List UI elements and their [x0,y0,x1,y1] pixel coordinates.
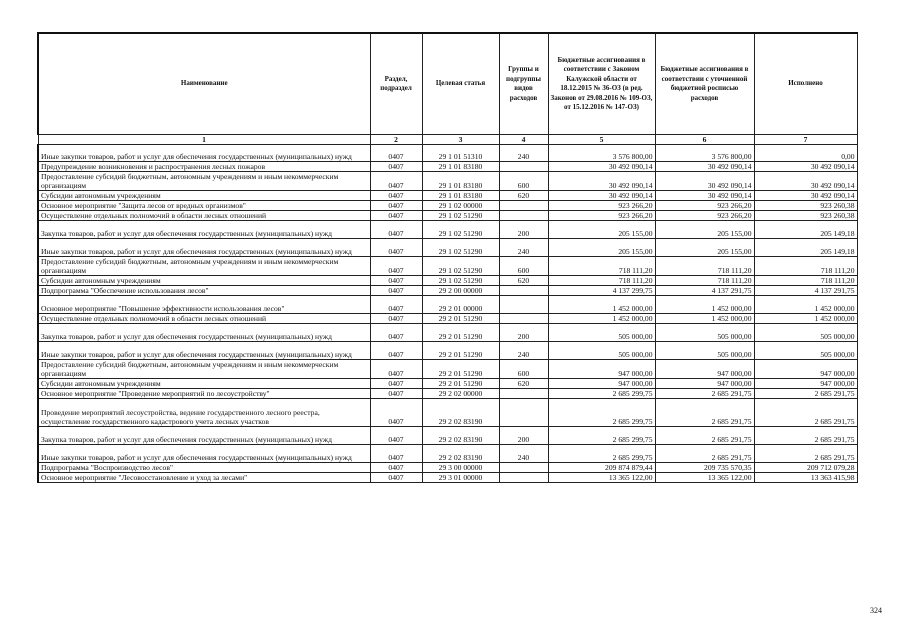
table-row [38,172,857,191]
row-refined-amount: 205 155,00 [655,221,754,239]
row-section: 0407 [370,201,422,211]
column-number: 5 [548,135,655,145]
row-refined-amount: 209 735 570,35 [655,463,754,473]
row-name: Закупка товаров, работ и услуг для обеспечения государственных (муниципальных) нужд [38,427,370,445]
row-name: Осуществление отдельных полномочий в области лесных отношений [38,211,370,221]
row-target: 29 1 01 51310 [422,145,499,162]
row-refined-amount: 505 000,00 [655,324,754,342]
table-row [38,257,857,276]
row-executed-amount: 30 492 090,14 [754,172,857,191]
row-executed-amount: 2 685 291,75 [754,399,857,427]
row-executed-amount: 923 260,38 [754,201,857,211]
row-law-amount: 2 685 299,75 [548,389,655,399]
table-row [38,162,857,172]
row-section: 0407 [370,342,422,360]
row-law-amount: 209 874 879,44 [548,463,655,473]
row-group [499,162,548,172]
row-section: 0407 [370,286,422,296]
table-row [38,473,857,483]
row-name: Предупреждение возникновения и распространения лесных пожаров [38,162,370,172]
row-executed-amount: 209 712 079,28 [754,463,857,473]
table-row [38,276,857,286]
row-executed-amount: 947 000,00 [754,379,857,389]
row-name: Подпрограмма "Воспроизводство лесов" [38,463,370,473]
table-row [38,239,857,257]
row-executed-amount: 2 685 291,75 [754,389,857,399]
row-law-amount: 505 000,00 [548,342,655,360]
row-target: 29 3 00 00000 [422,463,499,473]
row-law-amount: 30 492 090,14 [548,191,655,201]
row-name: Предоставление субсидий бюджетным, автономным учреждениям и иным некоммерческим организациям [38,360,370,379]
header-executed: Исполнено [754,33,857,135]
row-refined-amount: 505 000,00 [655,342,754,360]
row-executed-amount: 923 260,38 [754,211,857,221]
row-law-amount: 1 452 000,00 [548,296,655,314]
table-row [38,360,857,379]
row-section: 0407 [370,314,422,324]
row-section: 0407 [370,445,422,463]
row-refined-amount: 2 685 291,75 [655,389,754,399]
column-number: 4 [499,135,548,145]
row-name: Иные закупки товаров, работ и услуг для обеспечения государственных (муниципальных) нужд [38,342,370,360]
row-executed-amount: 718 111,20 [754,276,857,286]
row-section: 0407 [370,399,422,427]
row-refined-amount: 3 576 800,00 [655,145,754,162]
row-law-amount: 923 266,20 [548,201,655,211]
row-law-amount: 13 365 122,00 [548,473,655,483]
row-group: 620 [499,191,548,201]
row-executed-amount: 0,00 [754,145,857,162]
row-group: 620 [499,379,548,389]
row-name: Предоставление субсидий бюджетным, автономным учреждениям и иным некоммерческим организациям [38,257,370,276]
header-group: Группы и подгруппы видов расходов [499,33,548,135]
row-section: 0407 [370,211,422,221]
column-number: 1 [38,135,370,145]
row-name: Субсидии автономным учреждениям [38,276,370,286]
row-target: 29 1 01 83180 [422,191,499,201]
table-row [38,286,857,296]
row-name: Иные закупки товаров, работ и услуг для обеспечения государственных (муниципальных) нужд [38,239,370,257]
row-section: 0407 [370,296,422,314]
row-law-amount: 3 576 800,00 [548,145,655,162]
row-group [499,211,548,221]
table-row [38,145,857,162]
row-section: 0407 [370,257,422,276]
table-row [38,324,857,342]
row-name: Основное мероприятие "Проведение мероприятий по лесоустройству" [38,389,370,399]
row-section: 0407 [370,379,422,389]
row-refined-amount: 1 452 000,00 [655,314,754,324]
row-executed-amount: 30 492 090,14 [754,162,857,172]
row-target: 29 1 02 51290 [422,221,499,239]
row-group: 200 [499,324,548,342]
row-target: 29 2 01 00000 [422,296,499,314]
table-row [38,379,857,389]
row-group [499,389,548,399]
row-section: 0407 [370,427,422,445]
row-section: 0407 [370,191,422,201]
column-number: 3 [422,135,499,145]
row-executed-amount: 718 111,20 [754,257,857,276]
table-row [38,191,857,201]
row-section: 0407 [370,324,422,342]
row-target: 29 1 02 51290 [422,211,499,221]
row-group: 200 [499,221,548,239]
row-executed-amount: 30 492 090,14 [754,191,857,201]
row-refined-amount: 4 137 291,75 [655,286,754,296]
table-row [38,399,857,427]
row-name: Субсидии автономным учреждениям [38,191,370,201]
row-target: 29 2 01 51290 [422,379,499,389]
row-refined-amount: 947 000,00 [655,360,754,379]
row-law-amount: 205 155,00 [548,221,655,239]
column-number: 2 [370,135,422,145]
row-refined-amount: 30 492 090,14 [655,191,754,201]
row-section: 0407 [370,162,422,172]
table-row [38,427,857,445]
header-name: Наименование [38,33,370,135]
row-group: 600 [499,172,548,191]
row-law-amount: 30 492 090,14 [548,162,655,172]
table-row [38,463,857,473]
row-section: 0407 [370,360,422,379]
row-refined-amount: 30 492 090,14 [655,162,754,172]
column-number: 7 [754,135,857,145]
row-group: 600 [499,257,548,276]
row-law-amount: 2 685 299,75 [548,399,655,427]
row-section: 0407 [370,276,422,286]
row-group: 240 [499,145,548,162]
header-row [38,33,857,135]
row-executed-amount: 205 149,18 [754,221,857,239]
row-law-amount: 718 111,20 [548,257,655,276]
header-target: Целевая статья [422,33,499,135]
row-executed-amount: 505 000,00 [754,324,857,342]
row-section: 0407 [370,221,422,239]
row-executed-amount: 1 452 000,00 [754,314,857,324]
row-target: 29 1 02 51290 [422,276,499,286]
row-refined-amount: 13 365 122,00 [655,473,754,483]
row-executed-amount: 1 452 000,00 [754,296,857,314]
row-group [499,201,548,211]
row-refined-amount: 30 492 090,14 [655,172,754,191]
row-target: 29 2 01 51290 [422,342,499,360]
table-row [38,201,857,211]
page-number: 324 [870,606,882,615]
row-law-amount: 505 000,00 [548,324,655,342]
row-name: Проведение мероприятий лесоустройства, ведение государственного лесного реестра, осуществление государственного кадастрового учета лесных участков [38,399,370,427]
row-target: 29 2 00 00000 [422,286,499,296]
header-budget-refined: Бюджетные ассигнования в соответствии с уточненной бюджетной росписью расходов [655,33,754,135]
row-name: Основное мероприятие "Лесовосстановление и уход за лесами" [38,473,370,483]
row-law-amount: 718 111,20 [548,276,655,286]
row-target: 29 2 02 00000 [422,389,499,399]
row-refined-amount: 923 266,20 [655,211,754,221]
row-name: Закупка товаров, работ и услуг для обеспечения государственных (муниципальных) нужд [38,324,370,342]
row-group: 600 [499,360,548,379]
row-target: 29 2 01 51290 [422,314,499,324]
table-row [38,221,857,239]
row-group: 240 [499,239,548,257]
header-section: Раздел, подраздел [370,33,422,135]
row-executed-amount: 2 685 291,75 [754,427,857,445]
row-refined-amount: 2 685 291,75 [655,399,754,427]
row-name: Предоставление субсидий бюджетным, автономным учреждениям и иным некоммерческим организациям [38,172,370,191]
row-name: Закупка товаров, работ и услуг для обеспечения государственных (муниципальных) нужд [38,221,370,239]
row-target: 29 2 01 51290 [422,324,499,342]
row-name: Осуществление отдельных полномочий в области лесных отношений [38,314,370,324]
row-refined-amount: 718 111,20 [655,257,754,276]
row-group: 620 [499,276,548,286]
row-section: 0407 [370,473,422,483]
row-target: 29 1 02 51290 [422,239,499,257]
row-law-amount: 947 000,00 [548,379,655,389]
table-row [38,211,857,221]
row-group: 200 [499,427,548,445]
row-executed-amount: 505 000,00 [754,342,857,360]
row-law-amount: 30 492 090,14 [548,172,655,191]
row-section: 0407 [370,389,422,399]
row-group [499,314,548,324]
row-law-amount: 205 155,00 [548,239,655,257]
row-group [499,286,548,296]
row-executed-amount: 13 363 415,98 [754,473,857,483]
row-name: Иные закупки товаров, работ и услуг для обеспечения государственных (муниципальных) нужд [38,145,370,162]
table-row [38,314,857,324]
row-section: 0407 [370,172,422,191]
budget-table [37,32,858,483]
row-refined-amount: 947 000,00 [655,379,754,389]
row-refined-amount: 718 111,20 [655,276,754,286]
row-law-amount: 923 266,20 [548,211,655,221]
row-refined-amount: 205 155,00 [655,239,754,257]
row-law-amount: 1 452 000,00 [548,314,655,324]
row-group [499,473,548,483]
row-group [499,463,548,473]
row-section: 0407 [370,463,422,473]
row-group: 240 [499,342,548,360]
row-name: Субсидии автономным учреждениям [38,379,370,389]
table-body [38,145,857,483]
row-executed-amount: 947 000,00 [754,360,857,379]
row-law-amount: 2 685 299,75 [548,445,655,463]
row-target: 29 2 02 83190 [422,427,499,445]
row-refined-amount: 923 266,20 [655,201,754,211]
row-law-amount: 947 000,00 [548,360,655,379]
row-target: 29 3 01 00000 [422,473,499,483]
row-name: Иные закупки товаров, работ и услуг для обеспечения государственных (муниципальных) нужд [38,445,370,463]
header-budget-law: Бюджетные ассигнования в соответствии с Законом Калужской области от 18.12.2015 № 36-ОЗ (в ред. Законов от 29.08.2016 № 109-ОЗ, от 15.12.2016 № 147-ОЗ) [548,33,655,135]
column-number: 6 [655,135,754,145]
row-law-amount: 2 685 299,75 [548,427,655,445]
row-target: 29 1 02 51290 [422,257,499,276]
row-executed-amount: 205 149,18 [754,239,857,257]
row-executed-amount: 2 685 291,75 [754,445,857,463]
row-refined-amount: 1 452 000,00 [655,296,754,314]
row-group: 240 [499,445,548,463]
row-executed-amount: 4 137 291,75 [754,286,857,296]
row-refined-amount: 2 685 291,75 [655,445,754,463]
row-target: 29 2 02 83190 [422,399,499,427]
table-row [38,389,857,399]
row-law-amount: 4 137 299,75 [548,286,655,296]
row-group [499,399,548,427]
row-group [499,296,548,314]
row-target: 29 2 01 51290 [422,360,499,379]
row-target: 29 1 02 00000 [422,201,499,211]
column-number-row [38,135,857,145]
row-target: 29 1 01 83180 [422,172,499,191]
row-section: 0407 [370,145,422,162]
table-row [38,342,857,360]
row-name: Подпрограмма "Обеспечение использования лесов" [38,286,370,296]
row-name: Основное мероприятие "Защита лесов от вредных организмов" [38,201,370,211]
table-row [38,445,857,463]
row-target: 29 1 01 83180 [422,162,499,172]
row-target: 29 2 02 83190 [422,445,499,463]
row-section: 0407 [370,239,422,257]
row-name: Основное мероприятие "Повышение эффективности использования лесов" [38,296,370,314]
row-refined-amount: 2 685 291,75 [655,427,754,445]
table-row [38,296,857,314]
